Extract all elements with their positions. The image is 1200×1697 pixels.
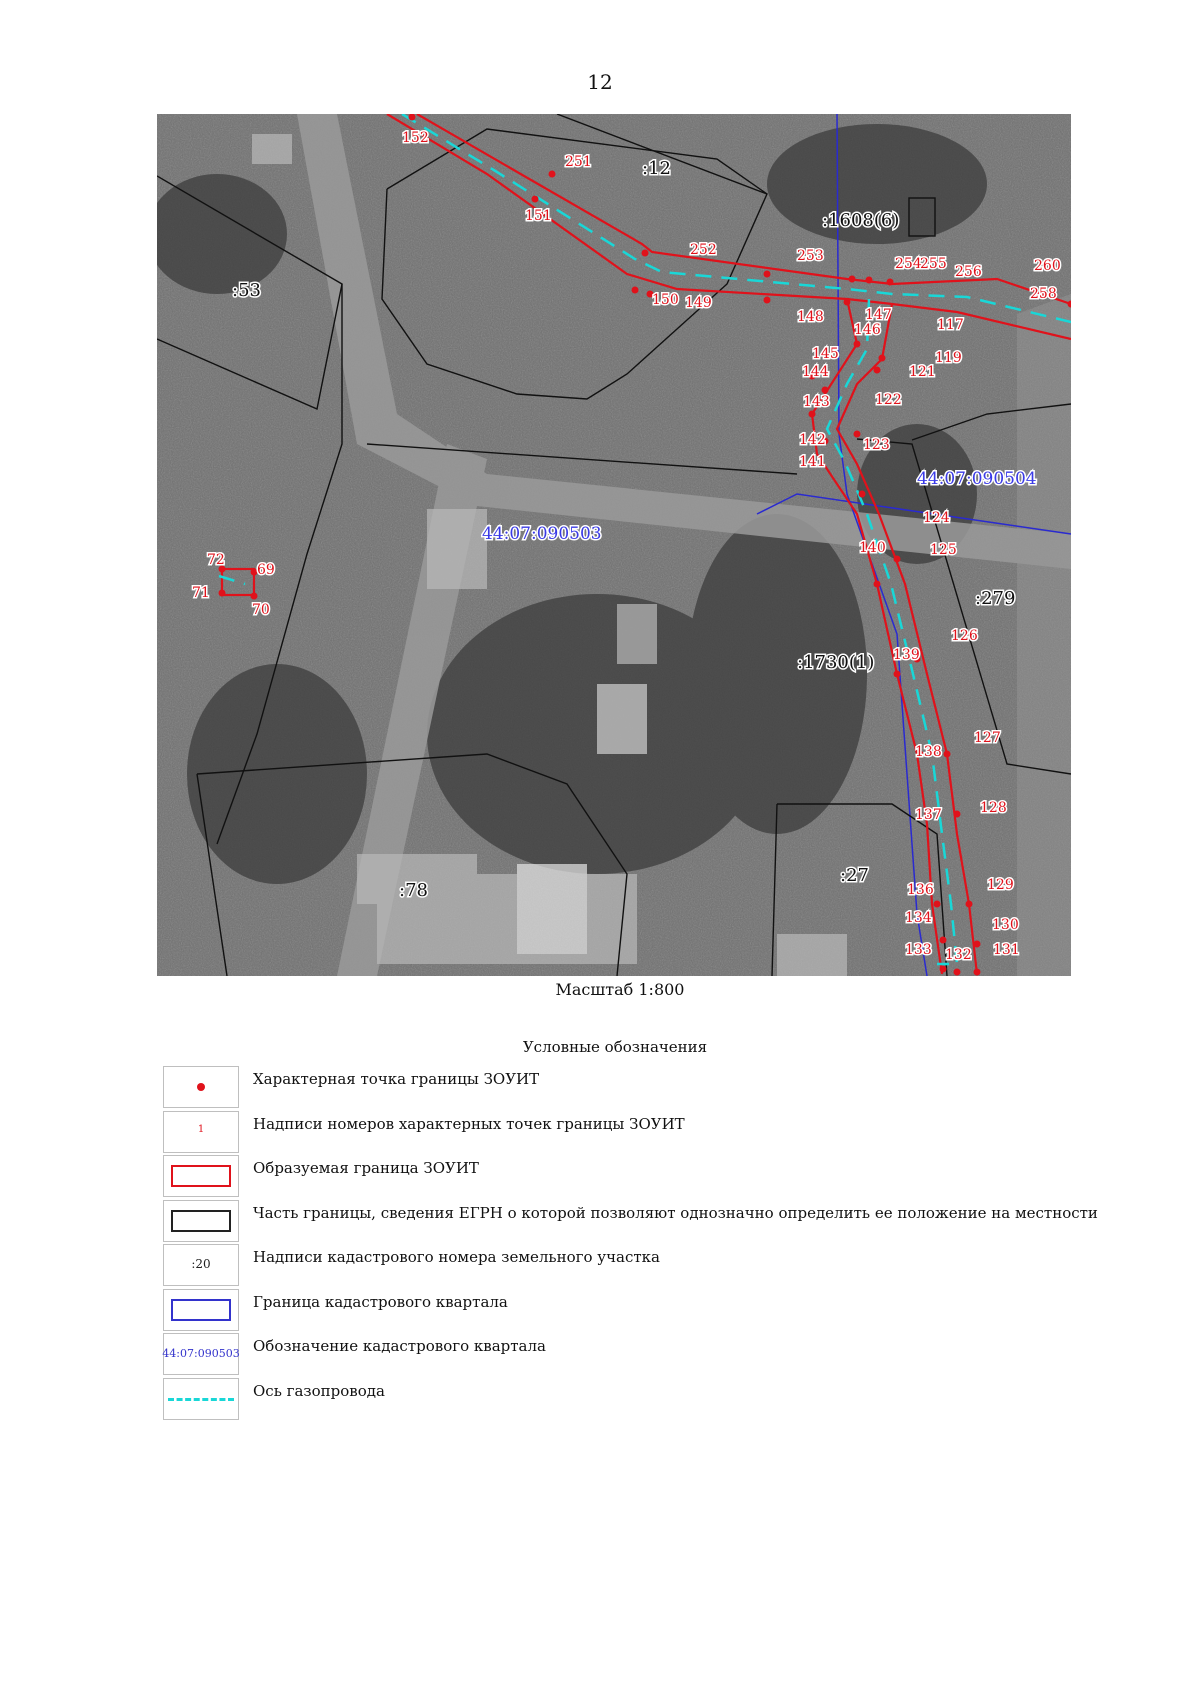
- point-label: 139: [893, 647, 920, 663]
- legend-text: Надписи номеров характерных точек границы ЗОУИТ: [253, 1114, 685, 1133]
- point-label: 119: [935, 350, 962, 366]
- point-label: 134: [905, 910, 932, 926]
- point-label: 142: [799, 432, 826, 448]
- map-canvas: [157, 114, 1071, 976]
- legend-symbol: [163, 1378, 239, 1420]
- point-label: 151: [525, 208, 552, 224]
- legend-row: [157, 1109, 1157, 1154]
- legend-symbol: [163, 1155, 239, 1197]
- point-label: 130: [992, 917, 1019, 933]
- parcel-label: :78: [399, 880, 428, 901]
- point-label: 70: [252, 602, 270, 618]
- point-label: 72: [207, 552, 225, 568]
- legend-symbol: [163, 1244, 239, 1286]
- quarter-label: 44:07:090504: [917, 469, 1037, 489]
- parcel-number-sample: :20: [191, 1257, 211, 1271]
- point-label: 131: [993, 942, 1020, 958]
- zone-boundary-icon: [171, 1165, 231, 1187]
- legend-row: [157, 1198, 1157, 1243]
- legend-title: Условные обозначения: [522, 1038, 708, 1056]
- gas-axis-icon: [168, 1398, 234, 1401]
- parcel-label: :53: [232, 280, 261, 301]
- legend-text: Граница кадастрового квартала: [253, 1292, 508, 1311]
- point-label: 254: [895, 256, 922, 272]
- parcel-boundary-icon: [171, 1210, 231, 1232]
- page-number: 12: [587, 70, 613, 94]
- quarter-number-sample: 44:07:090503: [162, 1347, 240, 1360]
- legend-text: Обозначение кадастрового квартала: [253, 1337, 546, 1355]
- point-label: 152: [402, 130, 429, 146]
- point-label: 143: [803, 394, 830, 410]
- quarter-label: 44:07:090503: [482, 524, 602, 544]
- point-label: 127: [974, 730, 1001, 746]
- legend-row: [157, 1376, 1157, 1421]
- point-number-sample: 1: [197, 1123, 205, 1135]
- point-label: 148: [797, 309, 824, 325]
- point-label: 124: [923, 510, 950, 526]
- legend-text: Ось газопровода: [253, 1381, 385, 1400]
- legend-symbol: [163, 1289, 239, 1331]
- parcel-label: :1608(6): [822, 210, 900, 231]
- point-label: 256: [955, 264, 982, 280]
- parcel-label: :12: [642, 158, 671, 179]
- point-label: 140: [859, 540, 886, 556]
- point-label: 147: [865, 307, 892, 323]
- point-label: 129: [987, 877, 1014, 893]
- point-label: 145: [812, 346, 839, 362]
- point-label: 258: [1030, 286, 1057, 302]
- quarter-boundary-icon: [171, 1299, 231, 1321]
- point-label: 144: [802, 364, 829, 380]
- point-label: 133: [905, 942, 932, 958]
- point-label: 132: [945, 947, 972, 963]
- point-label: 126: [951, 628, 978, 644]
- legend-row: [157, 1287, 1157, 1332]
- point-label: 122: [875, 392, 902, 408]
- legend-text: Образуемая граница ЗОУИТ: [253, 1159, 479, 1177]
- point-label: 117: [937, 317, 964, 333]
- parcel-label: :279: [975, 588, 1016, 609]
- point-label: 128: [980, 800, 1007, 816]
- point-label: 252: [690, 242, 717, 258]
- point-label: 146: [854, 322, 881, 338]
- legend-symbol: [163, 1111, 239, 1153]
- point-label: 137: [915, 807, 942, 823]
- point-label: 141: [799, 454, 826, 470]
- legend-row: [157, 1153, 1157, 1198]
- cadastral-map[interactable]: [157, 114, 1071, 976]
- point-label: 251: [565, 154, 592, 170]
- legend-symbol: [163, 1200, 239, 1242]
- point-label: 123: [863, 437, 890, 453]
- point-symbol-icon: [197, 1083, 205, 1091]
- scale-label: Масштаб 1:800: [555, 980, 685, 999]
- legend-symbol: [163, 1066, 239, 1108]
- point-label: 71: [192, 585, 210, 601]
- legend-text: Характерная точка границы ЗОУИТ: [253, 1070, 540, 1088]
- point-label: 125: [930, 542, 957, 558]
- point-label: 150: [652, 292, 679, 308]
- parcel-label: :27: [840, 865, 869, 886]
- point-label: 260: [1034, 258, 1061, 274]
- point-label: 136: [907, 882, 934, 898]
- legend-row: [157, 1242, 1157, 1287]
- point-label: 255: [920, 256, 947, 272]
- legend-row: [157, 1064, 1157, 1109]
- point-label: 149: [685, 295, 712, 311]
- legend-symbol: [163, 1333, 239, 1375]
- point-label: 121: [909, 364, 936, 380]
- legend-row: [157, 1331, 1157, 1376]
- legend: [157, 1064, 1157, 1420]
- legend-text: Надписи кадастрового номера земельного участка: [253, 1248, 660, 1266]
- point-label: 138: [915, 744, 942, 760]
- legend-text: Часть границы, сведения ЕГРН о которой позволяют однозначно определить ее положение на местности: [253, 1203, 1098, 1222]
- point-label: 253: [797, 248, 824, 264]
- point-label: 69: [257, 562, 275, 578]
- parcel-label: :1730(1): [797, 652, 875, 673]
